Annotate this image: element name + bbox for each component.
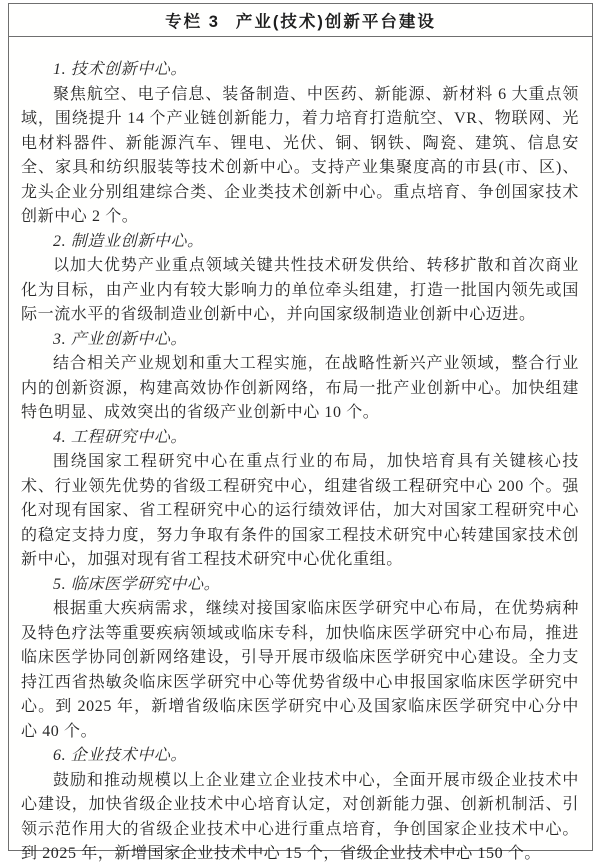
- box-header: [9, 4, 592, 37]
- section-body: 围绕国家工程研究中心在重点行业的布局，加快培育具有关键核心技术、行业领先优势的省级工程研究中心，组建省级工程研究中心 200 个。强化对现有国家、省工程研究中心的运行绩效评估，加大对国家工程研究中心的稳定支持力度，努力争取有条件的国家工程技术研究中心转建国家技术创新中心，加强对现有省工程技术研究中心优化重组。: [21, 453, 579, 568]
- section-heading: 5. 临床医学研究中心。: [53, 575, 221, 593]
- section-enterprise-technology-center: [21, 744, 579, 867]
- box-label: 专栏 3: [165, 13, 220, 31]
- section-heading: 3. 产业创新中心。: [53, 330, 188, 348]
- box-title: 产业(技术)创新平台建设: [235, 13, 436, 31]
- section-body: 结合相关产业规划和重大工程实施，在战略性新兴产业领域，整合行业内的创新资源，构建高效协作创新网络，布局一批产业创新中心。加快组建特色明显、成效突出的省级产业创新中心 10 个。: [21, 355, 579, 421]
- section-heading: 4. 工程研究中心。: [53, 428, 188, 446]
- section-heading: 6. 企业技术中心。: [53, 747, 188, 764]
- section-heading: 2. 制造业创新中心。: [53, 232, 204, 250]
- box-content: [9, 37, 592, 867]
- section-clinical-medical-research-center: [21, 573, 579, 745]
- section-body: 鼓励和推动规模以上企业建立企业技术中心，全面开展市级企业技术中心建设，加快省级企业技术中心培育认定，对创新能力强、创新机制活、引领示范作用大的省级企业技术中心进行重点培育，争创国家企业技术中心。到 2025 年，新增国家企业技术中心 15 个，省级企业技术中心 150 个。: [21, 771, 579, 862]
- section-tech-innovation-center: [21, 58, 579, 230]
- section-body: 聚焦航空、电子信息、装备制造、中医药、新能源、新材料 6 大重点领域，围绕提升 14 个产业链创新能力，着力培育打造航空、VR、物联网、光电材料器件、新能源汽车、锂电、光伏、铜、钢铁、陶瓷、建筑、信息安全、家具和纺织服装等技术创新中心。支持产业集聚度高的市县(市、区)、龙头企业分别组建综合类、企业类技术创新中心。重点培育、争创国家技术创新中心 2 个。: [21, 85, 579, 225]
- section-heading: 1. 技术创新中心。: [53, 61, 188, 78]
- section-manufacturing-innovation-center: [21, 230, 579, 328]
- document-box: [8, 3, 593, 862]
- section-engineering-research-center: [21, 426, 579, 573]
- section-industry-innovation-center: [21, 328, 579, 426]
- section-body: 以加大优势产业重点领域关键共性技术研发供给、转移扩散和首次商业化为目标，由产业内有较大影响力的单位牵头组建，打造一批国内领先或国际一流水平的省级制造业创新中心，并向国家级制造业创新中心迈进。: [21, 257, 579, 323]
- section-body: 根据重大疾病需求，继续对接国家临床医学研究中心布局，在优势病种及特色疗法等重要疾病领域或临床专科，加快临床医学研究中心布局，推进临床医学协同创新网络建设，引导开展市级临床医学研究中心建设。全力支持江西省热敏灸临床医学研究中心等优势省级中心申报国家临床医学研究中心。到 2025 年，新增省级临床医学研究中心及国家临床医学研究中心分中心 40 个。: [21, 600, 579, 740]
